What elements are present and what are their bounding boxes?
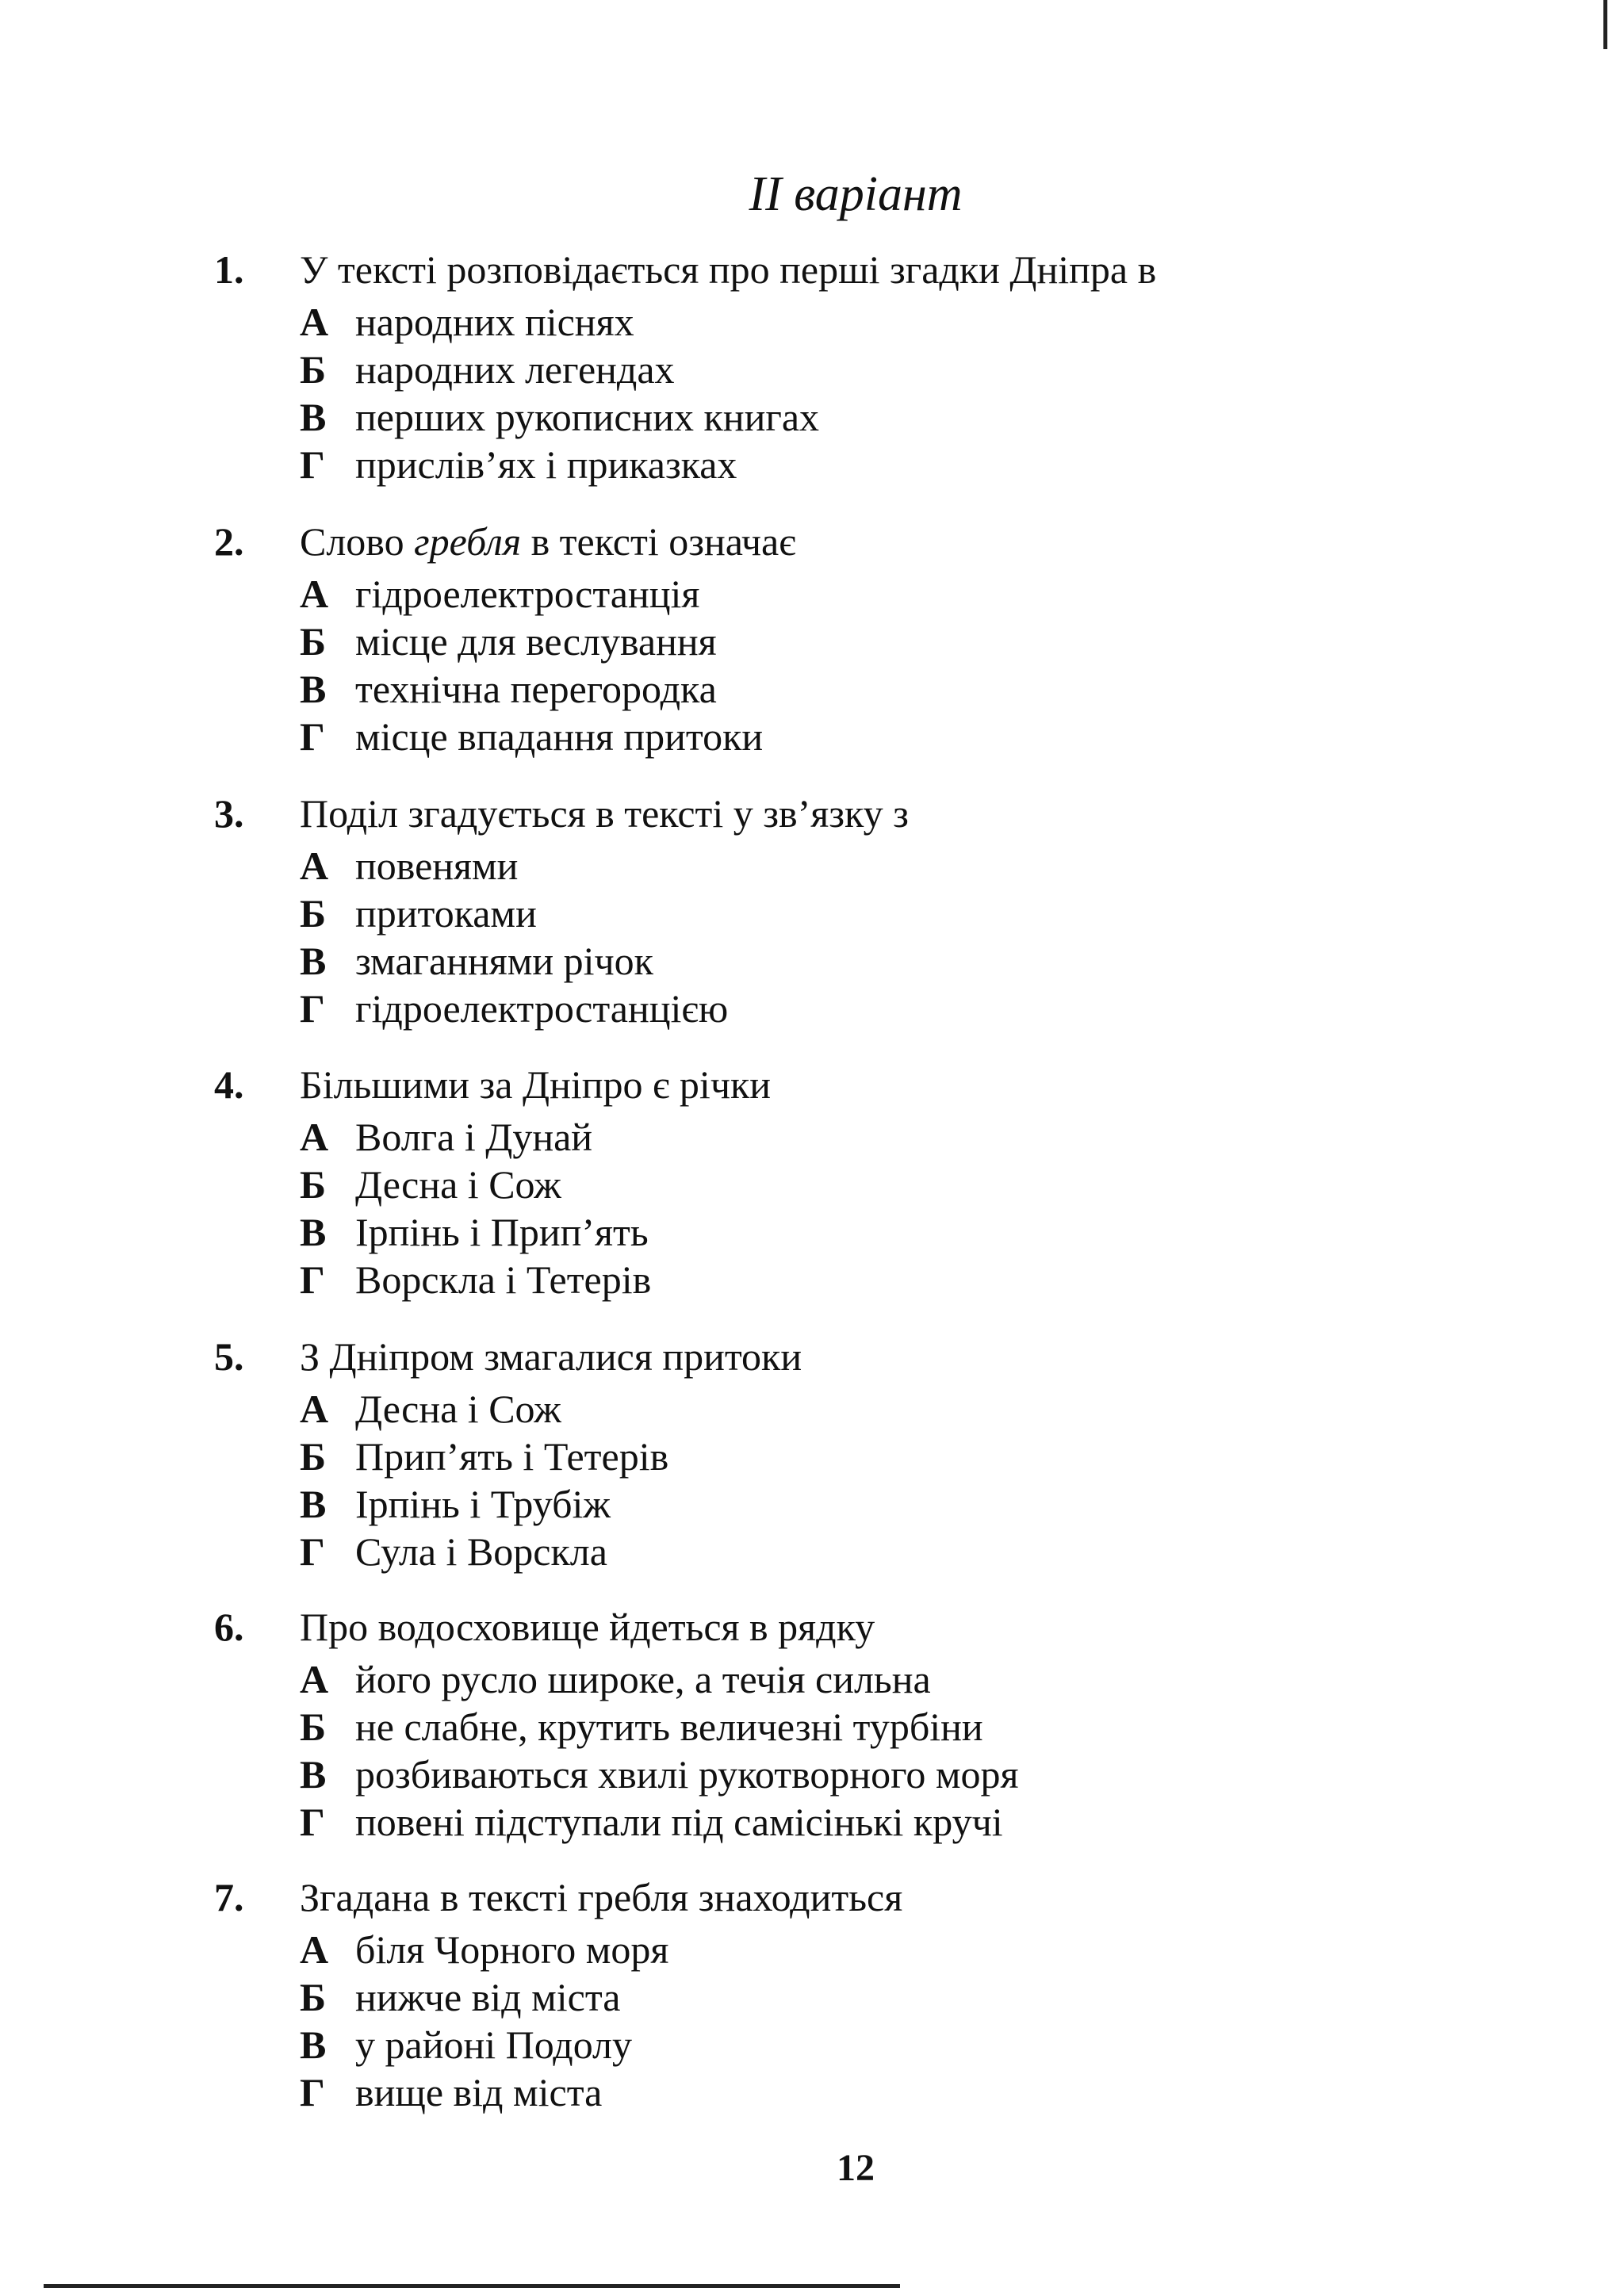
question-number: 2. xyxy=(214,519,244,564)
option-text: розбиваються хвилі рукотворного моря xyxy=(355,1752,1019,1797)
question-text xyxy=(300,518,796,565)
question-number: 3. xyxy=(214,791,244,836)
answer-option[interactable] xyxy=(214,1433,1562,1480)
option-letter: А xyxy=(300,572,329,616)
option-text: Десна і Сож xyxy=(355,1387,561,1431)
option-text: не слабне, крутить величезні турбіни xyxy=(355,1705,983,1749)
answer-option[interactable] xyxy=(214,570,1562,618)
question-stem xyxy=(214,1873,1562,1926)
question-2 xyxy=(214,518,1562,760)
answer-option[interactable] xyxy=(214,842,1562,890)
option-text: місце впадання притоки xyxy=(355,714,764,759)
answer-option[interactable] xyxy=(214,393,1562,441)
option-text: у районі Подолу xyxy=(355,2022,632,2067)
answer-options xyxy=(214,1113,1562,1303)
option-text: повенями xyxy=(355,844,519,888)
option-text: Ворскла і Тетерів xyxy=(355,1257,652,1302)
answer-option[interactable] xyxy=(214,1655,1562,1703)
option-letter: Б xyxy=(300,891,327,936)
option-letter: В xyxy=(300,1210,327,1254)
question-number: 4. xyxy=(214,1062,244,1107)
option-text: перших рукописних книгах xyxy=(355,395,820,439)
answer-option[interactable] xyxy=(214,618,1562,665)
answer-option[interactable] xyxy=(214,441,1562,488)
stem-part: в тексті означає xyxy=(521,519,796,564)
option-letter: В xyxy=(300,939,327,983)
question-text: У тексті розповідається про перші згадки Дніпра в xyxy=(300,247,1157,292)
option-text: гідроелектростанцією xyxy=(355,986,729,1031)
question-1 xyxy=(214,246,1562,488)
answer-option[interactable] xyxy=(214,713,1562,760)
option-letter: В xyxy=(300,1482,327,1526)
answer-options xyxy=(214,1385,1562,1575)
option-text: Десна і Сож xyxy=(355,1162,561,1207)
answer-option[interactable] xyxy=(214,346,1562,393)
page-title: II варіант xyxy=(749,167,963,221)
option-letter: В xyxy=(300,1752,327,1797)
option-text: Прип’ять і Тетерів xyxy=(355,1434,669,1479)
answer-options xyxy=(214,298,1562,488)
option-letter: Б xyxy=(300,619,327,664)
answer-option[interactable] xyxy=(214,1973,1562,2021)
option-text: його русло широке, а течія сильна xyxy=(355,1657,931,1701)
question-7 xyxy=(214,1873,1562,2116)
question-6 xyxy=(214,1603,1562,1846)
option-letter: В xyxy=(300,667,327,711)
answer-option[interactable] xyxy=(214,1703,1562,1751)
option-letter: А xyxy=(300,844,329,888)
question-number: 7. xyxy=(214,1875,244,1919)
bottom-rule xyxy=(44,2284,900,2288)
question-text: Більшими за Дніпро є річки xyxy=(300,1062,772,1107)
option-text: народних піснях xyxy=(355,300,634,344)
question-text: Згадана в тексті гребля знаходиться xyxy=(300,1875,903,1919)
option-text: народних легендах xyxy=(355,347,675,392)
question-4 xyxy=(214,1061,1562,1303)
option-text: змаганнями річок xyxy=(355,939,653,983)
question-number: 5. xyxy=(214,1334,244,1379)
option-letter: Б xyxy=(300,347,327,392)
question-number: 6. xyxy=(214,1605,244,1649)
question-stem xyxy=(214,246,1562,298)
answer-options xyxy=(214,842,1562,1032)
option-letter: А xyxy=(300,1387,329,1431)
option-text: біля Чорного моря xyxy=(355,1927,669,1972)
option-text: гідроелектростанція xyxy=(355,572,700,616)
option-text: повені підступали під самісінькі кручі xyxy=(355,1800,1003,1844)
answer-option[interactable] xyxy=(214,1385,1562,1433)
option-letter: Г xyxy=(300,986,325,1031)
question-text: З Дніпром змагалися притоки xyxy=(300,1334,802,1379)
answer-option[interactable] xyxy=(214,1528,1562,1575)
option-letter: Г xyxy=(300,714,325,759)
answer-option[interactable] xyxy=(214,1113,1562,1161)
option-text: технічна перегородка xyxy=(355,667,717,711)
answer-option[interactable] xyxy=(214,1798,1562,1846)
option-letter: Г xyxy=(300,1257,325,1302)
option-letter: Г xyxy=(300,2070,325,2114)
question-text: Поділ згадується в тексті у зв’язку з xyxy=(300,791,909,836)
option-text: притоками xyxy=(355,891,537,936)
answer-option[interactable] xyxy=(214,890,1562,937)
question-text: Про водосховище йдеться в рядку xyxy=(300,1605,875,1649)
answer-option[interactable] xyxy=(214,1926,1562,1973)
option-text: нижче від міста xyxy=(355,1975,621,2019)
answer-option[interactable] xyxy=(214,937,1562,985)
question-stem xyxy=(214,518,1562,570)
answer-options xyxy=(214,570,1562,760)
question-stem xyxy=(214,1061,1562,1113)
option-letter: А xyxy=(300,1657,329,1701)
answer-option[interactable] xyxy=(214,2068,1562,2116)
option-letter: Г xyxy=(300,442,325,487)
option-letter: В xyxy=(300,2022,327,2067)
option-letter: А xyxy=(300,1927,329,1972)
option-text: місце для веслування xyxy=(355,619,717,664)
option-letter: Б xyxy=(300,1162,327,1207)
answer-options xyxy=(214,1926,1562,2116)
option-text: вище від міста xyxy=(355,2070,603,2114)
option-letter: А xyxy=(300,300,329,344)
question-stem xyxy=(214,1333,1562,1385)
question-stem xyxy=(214,790,1562,842)
option-letter: Г xyxy=(300,1800,325,1844)
question-number: 1. xyxy=(214,247,244,292)
answer-option[interactable] xyxy=(214,298,1562,346)
answer-option[interactable] xyxy=(214,1256,1562,1303)
stem-italic-word: гребля xyxy=(414,519,522,564)
answer-option[interactable] xyxy=(214,1751,1562,1798)
option-letter: Б xyxy=(300,1975,327,2019)
question-stem xyxy=(214,1603,1562,1655)
option-letter: В xyxy=(300,395,327,439)
option-letter: Г xyxy=(300,1529,325,1574)
option-letter: А xyxy=(300,1115,329,1159)
question-5 xyxy=(214,1333,1562,1575)
page-number: 12 xyxy=(837,2147,875,2189)
option-text: прислів’ях і приказках xyxy=(355,442,737,487)
question-3 xyxy=(214,790,1562,1032)
scan-edge-mark xyxy=(1603,0,1607,49)
answer-option[interactable] xyxy=(214,665,1562,713)
option-text: Волга і Дунай xyxy=(355,1115,593,1159)
option-letter: Б xyxy=(300,1705,327,1749)
answer-option[interactable] xyxy=(214,985,1562,1032)
answer-option[interactable] xyxy=(214,1480,1562,1528)
answer-options xyxy=(214,1655,1562,1846)
option-text: Ірпінь і Трубіж xyxy=(355,1482,611,1526)
stem-part: Слово xyxy=(300,519,415,564)
option-letter: Б xyxy=(300,1434,327,1479)
answer-option[interactable] xyxy=(214,2021,1562,2068)
answer-option[interactable] xyxy=(214,1208,1562,1256)
option-text: Ірпінь і Прип’ять xyxy=(355,1210,649,1254)
option-text: Сула і Ворскла xyxy=(355,1529,607,1574)
answer-option[interactable] xyxy=(214,1161,1562,1208)
